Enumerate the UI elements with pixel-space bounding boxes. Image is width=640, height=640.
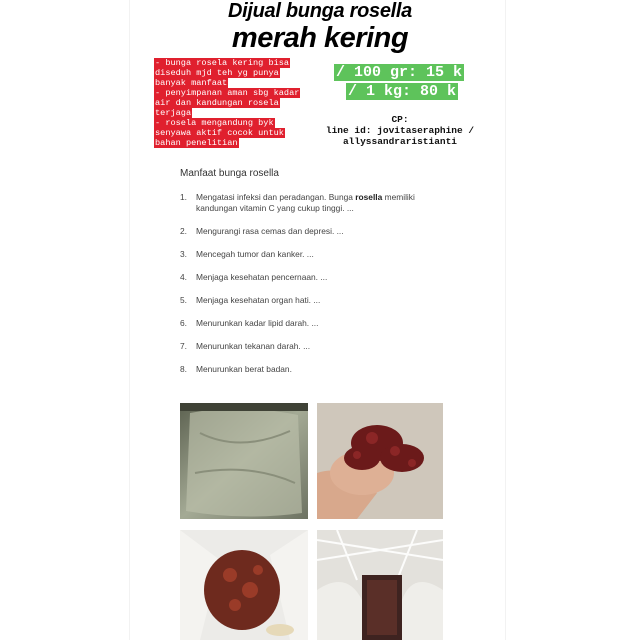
benefit-number: 1. <box>180 192 187 202</box>
benefit-text: Mengurangi rasa cemas dan depresi. ... <box>196 226 344 236</box>
red-note-line: - rosela mengandung byk <box>155 118 274 128</box>
benefit-text: Mencegah tumor dan kanker. ... <box>196 249 314 259</box>
red-note-line: diseduh mjd teh yg punya <box>155 68 279 78</box>
red-note-line: air dan kandungan rosela <box>155 98 279 108</box>
benefit-number: 4. <box>180 272 187 282</box>
contact-info <box>300 114 500 147</box>
benefits-list <box>180 192 450 387</box>
benefit-number: 3. <box>180 249 187 259</box>
benefit-item <box>180 295 450 306</box>
benefit-number: 6. <box>180 318 187 328</box>
title-line-1: Dijual bunga rosella <box>227 0 413 22</box>
contact-line-id: line id: jovitaseraphine / <box>325 125 475 136</box>
benefits-title: Manfaat bunga rosella <box>180 168 279 179</box>
red-note-line: senyawa aktif cocok untuk <box>155 128 284 138</box>
red-note-line: - penyimpanan aman sbg kadar <box>155 88 300 98</box>
benefit-text: Menjaga kesehatan organ hati. ... <box>196 295 321 305</box>
price-list <box>334 63 494 101</box>
benefit-number: 7. <box>180 341 187 351</box>
benefit-text: Menurunkan berat badan. <box>196 364 292 374</box>
price-100gr: / 100 gr: 15 k <box>336 64 463 81</box>
benefit-text: Menurunkan kadar lipid darah. ... <box>196 318 319 328</box>
benefit-item <box>180 364 450 375</box>
contact-line-id-2: allyssandraristianti <box>342 136 458 147</box>
photo-hand-holding-rosella <box>317 403 443 519</box>
benefit-number: 5. <box>180 295 187 305</box>
red-note-line: terjaga <box>155 108 192 118</box>
benefit-bold: rosella <box>355 192 383 202</box>
benefit-item <box>180 272 450 283</box>
benefit-item <box>180 192 450 214</box>
photo-sack-closed <box>180 403 308 519</box>
red-note-line: - bunga rosela kering bisa <box>155 58 290 68</box>
benefit-number: 8. <box>180 364 187 374</box>
red-notes <box>154 58 314 148</box>
price-1kg: / 1 kg: 80 k <box>348 83 457 100</box>
benefit-text: Menurunkan tekanan darah. ... <box>196 341 311 351</box>
contact-label: CP: <box>391 114 409 125</box>
red-note-line: bahan penelitian <box>155 138 238 148</box>
benefit-text-cont: memiliki kandungan vitamin C yang cukup tinggi. ... <box>196 192 415 213</box>
benefit-text: Menjaga kesehatan pencernaan. ... <box>196 272 328 282</box>
benefit-item <box>180 226 450 237</box>
benefit-number: 2. <box>180 226 187 236</box>
benefit-text: Mengatasi infeksi dan peradangan. Bunga <box>196 192 356 202</box>
photo-mesh-bag <box>317 530 443 640</box>
photo-sack-open-rosella <box>180 530 308 640</box>
red-note-line: banyak manfaat <box>155 78 228 88</box>
title-line-2: merah kering <box>231 22 409 54</box>
benefit-item <box>180 341 450 352</box>
benefit-item <box>180 318 450 329</box>
benefit-item <box>180 249 450 260</box>
